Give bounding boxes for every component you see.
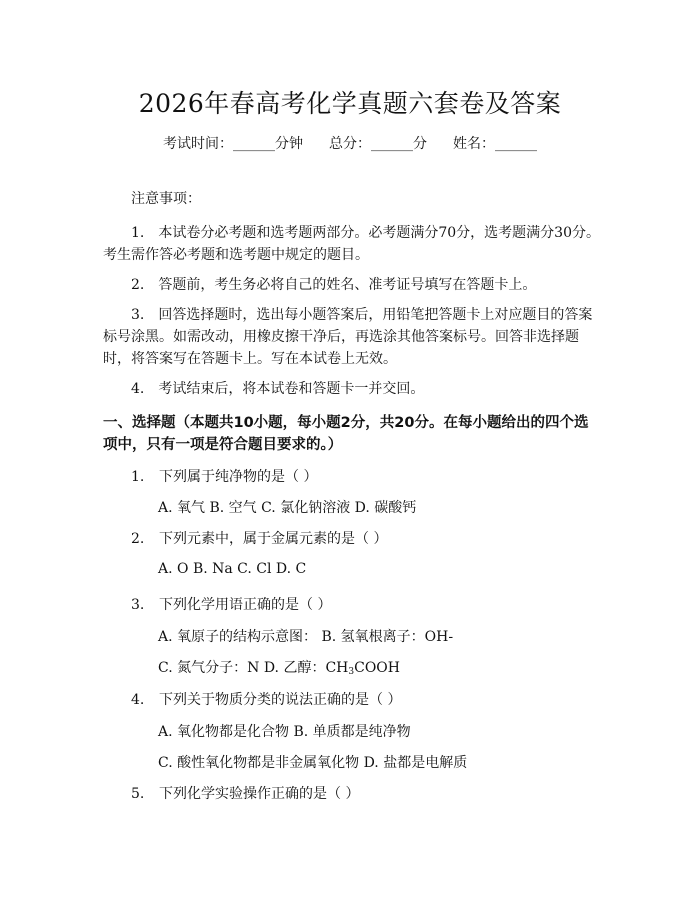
section-heading: 一、选择题（本题共10小题，每小题2分，共20分。在每小题给出的四个选项中，只有一项是符合题目要求的。）: [103, 415, 589, 453]
question-4: 4. 下列关于物质分类的说法正确的是（ ）: [131, 692, 402, 708]
question-3-options-ab: A. 氧原子的结构示意图： B. 氢氧根离子：OH-: [158, 629, 454, 645]
notice-item-4: 4. 考试结束后，将本试卷和答题卡一并交回。: [131, 381, 425, 397]
formula-subscript: 3: [348, 667, 355, 677]
question-4-options-ab: A. 氧化物都是化合物 B. 单质都是纯净物: [158, 724, 411, 740]
notice-item-1: 1. 本试卷分必考题和选考题两部分。必考题满分70分，选考题满分30分。考生需作答必考题和选考题中规定的题目。: [103, 225, 600, 263]
exam-time-field: 考试时间：______分钟: [163, 136, 303, 152]
question-2: 2. 下列元素中，属于金属元素的是（ ）: [131, 531, 388, 547]
question-3-options-cd: C. 氮气分子：N D. 乙醇：$CH_3COOH$: [158, 660, 400, 677]
question-4-options-cd: C. 酸性氧化物都是非金属氧化物 D. 盐都是电解质: [158, 755, 468, 771]
question-2-options: A. O B. Na C. Cl D. C: [158, 561, 307, 577]
page-title: 2026年春高考化学真题六套卷及答案: [138, 89, 562, 118]
notice-item-3: 3. 回答选择题时，选出每小题答案后，用铅笔把答题卡上对应题目的答案标号涂黑。如需改动，用橡皮擦干净后，再选涂其他答案标号。回答非选择题时，将答案写在答题卡上。写在本试卷上无效。: [103, 307, 593, 367]
student-name-field: 姓名：______: [453, 136, 537, 152]
notice-heading: 注意事项：: [131, 191, 201, 207]
question-5: 5. 下列化学实验操作正确的是（ ）: [131, 786, 360, 802]
question-1: 1. 下列属于纯净物的是（ ）: [131, 469, 318, 485]
question-3: 3. 下列化学用语正确的是（ ）: [131, 597, 332, 613]
exam-meta: [0, 133, 700, 153]
notice-item-2: 2. 答题前，考生务必将自己的姓名、准考证号填写在答题卡上。: [131, 277, 537, 293]
question-1-options: A. 氧气 B. 空气 C. 氯化钠溶液 D. 碳酸钙: [158, 500, 417, 516]
total-score-field: 总分：______分: [329, 136, 427, 152]
